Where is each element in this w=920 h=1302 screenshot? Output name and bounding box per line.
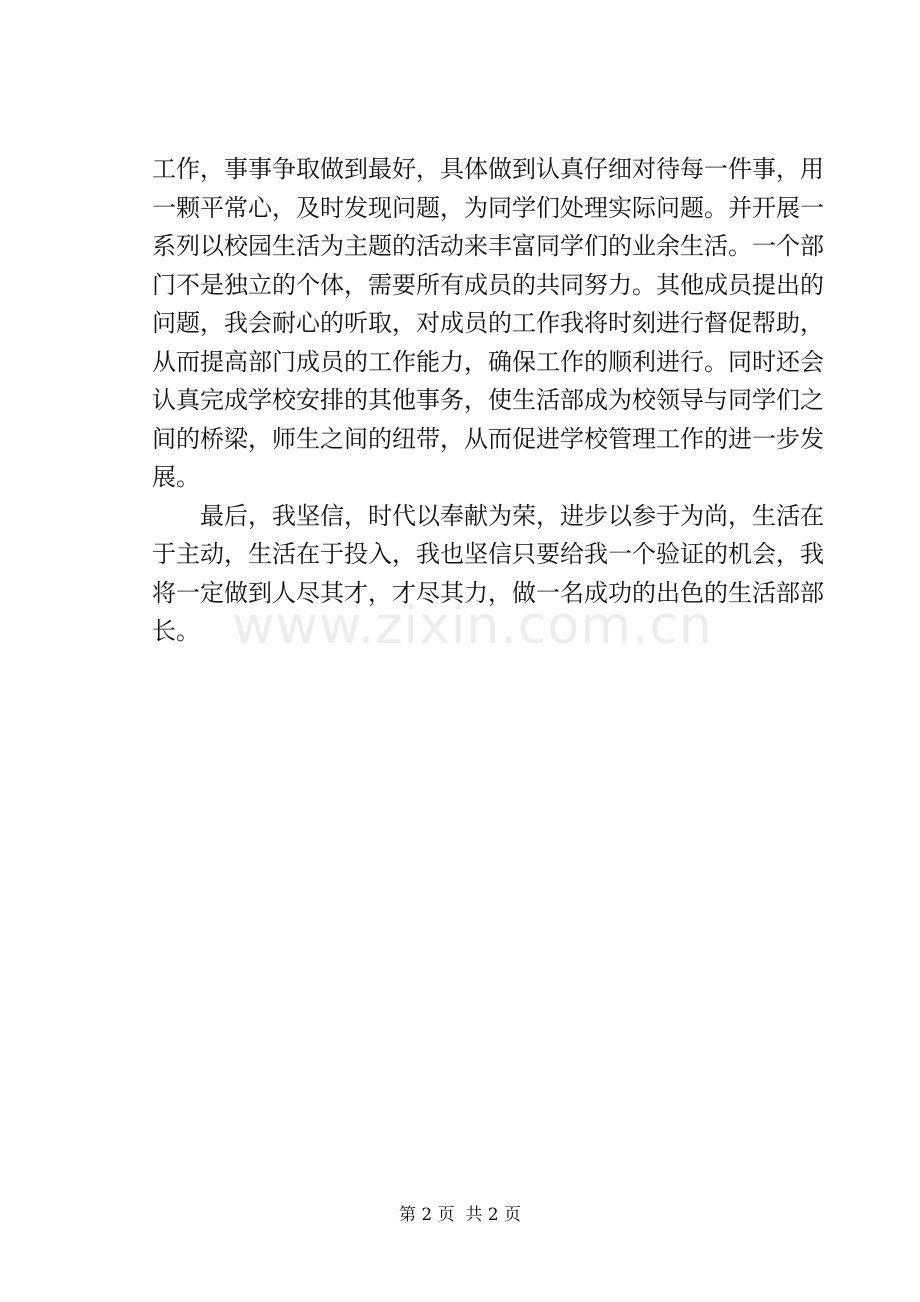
text-line: 从而提高部门成员的工作能力，确保工作的顺利进行。同时还会	[152, 347, 824, 376]
text-line: 系列以校园生活为主题的活动来丰富同学们的业余生活。一个部	[152, 232, 824, 260]
text-line: 间的桥梁，师生之间的纽带，从而促进学校管理工作的进一步发	[152, 424, 824, 453]
page-number-footer: 第 2 页 共 2 页	[398, 1205, 522, 1225]
text-line: 一颗平常心，及时发现问题，为同学们处理实际问题。并开展一	[152, 193, 824, 222]
text-line: 工作，事事争取做到最好，具体做到认真仔细对待每一件事，用	[152, 155, 824, 183]
text-line: 认真完成学校安排的其他事务，使生活部成为校领导与同学们之	[152, 386, 824, 414]
text-line: 展。	[152, 463, 200, 491]
text-line: 于主动，生活在于投入，我也坚信只要给我一个验证的机会，我	[152, 540, 824, 568]
text-line: 将一定做到人尽其才，才尽其力，做一名成功的出色的生活部部	[152, 578, 824, 607]
text-line: 问题，我会耐心的听取，对成员的工作我将时刻进行督促帮助，	[152, 309, 824, 337]
watermark: www.zixin.com.cn	[232, 596, 713, 656]
body-text	[152, 150, 824, 651]
text-line: 长。	[152, 617, 200, 645]
text-line: 门不是独立的个体，需要所有成员的共同努力。其他成员提出的	[152, 270, 824, 299]
paragraph-start-line: 最后，我坚信，时代以奉献为荣，进步以参于为尚，生活在	[200, 501, 824, 530]
